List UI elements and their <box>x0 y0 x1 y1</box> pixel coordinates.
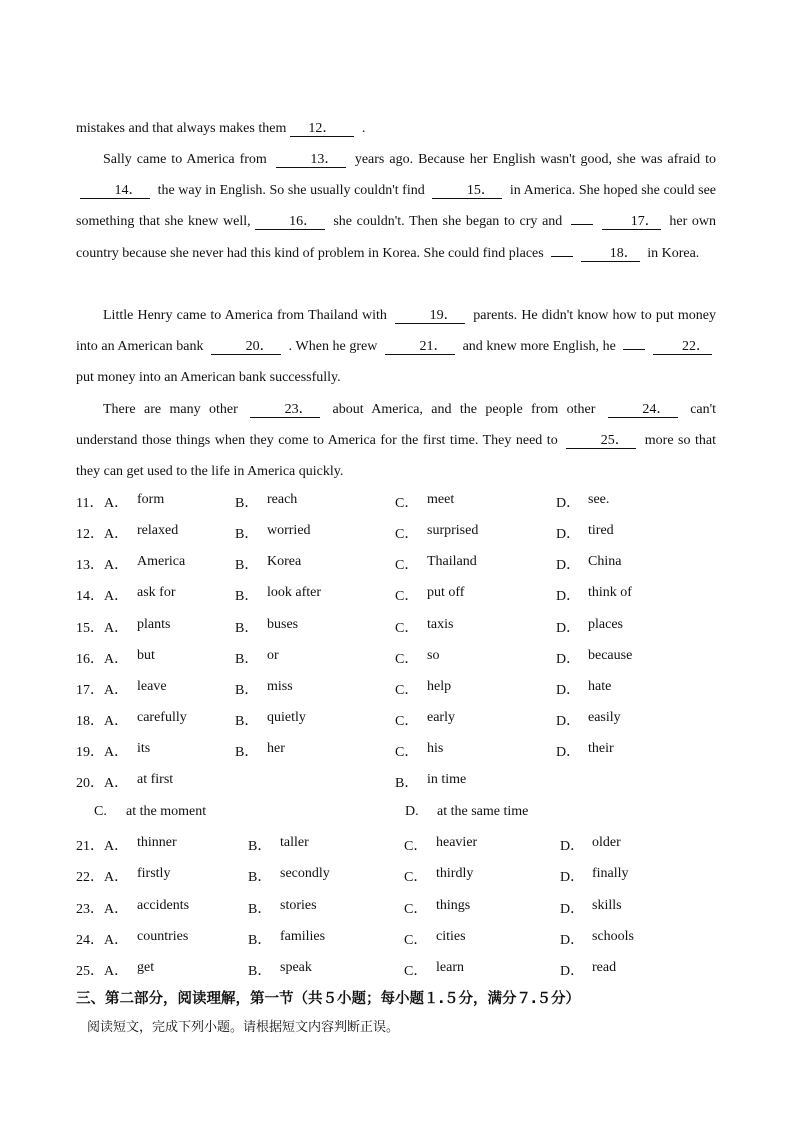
option-letter: C． <box>395 714 419 729</box>
option-c[interactable]: put off <box>427 585 465 600</box>
option-b[interactable]: her <box>267 741 285 756</box>
blank-21[interactable]: 21． <box>385 340 455 355</box>
option-c[interactable]: taxis <box>427 617 454 632</box>
option-letter: A． <box>104 839 129 854</box>
passage-text: . When he grew <box>288 339 378 355</box>
question-number: 22． <box>76 870 104 885</box>
option-d[interactable]: finally <box>592 866 629 881</box>
option-d[interactable]: easily <box>588 710 621 725</box>
question-number: 23． <box>76 902 104 917</box>
passage-text: mistakes and that always makes them <box>76 121 287 136</box>
blank-22[interactable]: 22． <box>653 340 712 355</box>
option-b[interactable]: secondly <box>280 866 330 881</box>
passage-text: and knew more English, he <box>462 339 616 355</box>
option-c[interactable]: Thailand <box>427 554 477 569</box>
question-row <box>76 492 736 516</box>
option-letter: D． <box>556 714 581 729</box>
option-letter: B． <box>235 589 259 604</box>
option-letter: D． <box>560 964 585 979</box>
option-a[interactable]: relaxed <box>137 523 179 538</box>
question-row <box>76 523 736 547</box>
option-letter: B． <box>235 745 259 760</box>
option-b[interactable]: reach <box>267 492 298 507</box>
option-letter: D． <box>556 621 581 636</box>
option-letter: A． <box>104 714 129 729</box>
question-row <box>76 866 736 890</box>
option-letter: D． <box>556 652 581 667</box>
option-letter: B． <box>235 621 259 636</box>
question-row <box>76 741 736 765</box>
passage-text: . <box>361 121 366 136</box>
question-row <box>76 617 736 641</box>
passage-text: her own country because she never had this kind of problem in Korea. She could find places <box>76 214 717 261</box>
option-letter: C． <box>395 527 419 542</box>
option-d[interactable]: schools <box>592 929 634 944</box>
passage-paragraph-3 <box>76 300 716 394</box>
option-d[interactable]: think of <box>588 585 632 600</box>
option-letter: D． <box>556 527 581 542</box>
question-number: 17． <box>76 683 104 698</box>
blank-25[interactable]: 25． <box>566 434 636 449</box>
option-b[interactable]: stories <box>280 898 317 913</box>
passage-text: Little Henry came to America from Thailand with <box>103 308 387 323</box>
question-row <box>76 898 736 922</box>
option-b[interactable]: speak <box>280 960 312 975</box>
option-d[interactable]: places <box>588 617 623 632</box>
option-letter: C． <box>395 496 419 511</box>
option-c[interactable]: learn <box>436 960 464 975</box>
option-d[interactable]: see. <box>588 492 610 507</box>
question-number: 21． <box>76 839 104 854</box>
option-d[interactable]: because <box>588 648 633 663</box>
passage-text: can't understand those things when they come to America for the first time. They need to <box>76 402 717 449</box>
option-d[interactable]: tired <box>588 523 614 538</box>
option-c[interactable]: thirdly <box>436 866 474 881</box>
option-c[interactable]: help <box>427 679 452 694</box>
option-letter: C． <box>404 933 428 948</box>
option-letter: D． <box>560 839 585 854</box>
passage-text: in Korea. <box>647 245 700 261</box>
option-d[interactable]: at the same time <box>437 804 529 819</box>
option-letter: D. <box>405 804 419 819</box>
option-b[interactable]: miss <box>267 679 293 694</box>
blank-23[interactable]: 23． <box>250 403 320 418</box>
option-b[interactable]: buses <box>267 617 299 632</box>
option-letter: B． <box>248 964 272 979</box>
question-row <box>76 710 736 734</box>
option-letter: D． <box>556 745 581 760</box>
option-a[interactable]: America <box>137 554 186 569</box>
passage-paragraph-1 <box>76 113 716 144</box>
question-row <box>76 554 736 578</box>
question-row <box>76 835 736 859</box>
option-letter: B． <box>248 870 272 885</box>
option-d[interactable]: read <box>592 960 617 975</box>
question-number: 12． <box>76 527 104 542</box>
question-row <box>76 960 736 984</box>
option-c[interactable]: heavier <box>436 835 478 850</box>
option-b[interactable]: taller <box>280 835 309 850</box>
blank-22-lead <box>623 349 645 350</box>
option-a[interactable]: carefully <box>137 710 187 725</box>
option-d[interactable]: hate <box>588 679 612 694</box>
option-letter: C． <box>395 589 419 604</box>
option-b[interactable]: quietly <box>267 710 306 725</box>
option-letter: A． <box>104 496 129 511</box>
blank-24[interactable]: 24． <box>608 403 678 418</box>
option-d[interactable]: their <box>588 741 614 756</box>
option-d[interactable]: older <box>592 835 621 850</box>
question-number: 14． <box>76 589 104 604</box>
passage-paragraph-4 <box>76 394 716 488</box>
question-row <box>76 772 736 796</box>
blank-18-lead <box>551 256 573 257</box>
option-b[interactable]: look after <box>267 585 322 600</box>
section-instruction: 阅读短文，完成下列小题。请根据短文内容判断正误。 <box>87 1020 400 1035</box>
option-letter: A． <box>104 558 129 573</box>
blank-17[interactable]: 17． <box>602 215 661 230</box>
blank-19[interactable]: 19． <box>395 309 465 324</box>
option-c[interactable]: things <box>436 898 471 913</box>
passage-text: in America. She hoped she could see something that she knew well, <box>76 183 717 230</box>
option-a[interactable]: get <box>137 960 155 975</box>
blank-20[interactable]: 20． <box>211 340 281 355</box>
question-number: 15． <box>76 621 104 636</box>
passage-text: about America, and the people from other <box>332 402 596 417</box>
passage-text: parents. He didn't know how to put money into an American bank <box>76 308 717 355</box>
option-letter: D． <box>560 933 585 948</box>
option-letter: D． <box>560 902 585 917</box>
option-b[interactable]: families <box>280 929 326 944</box>
option-letter: C． <box>395 652 419 667</box>
question-number: 13． <box>76 558 104 573</box>
option-letter: D． <box>556 589 581 604</box>
section-heading: 三、第二部分，阅读理解，第一节（共５小题；每小题１.５分，满分７.５分） <box>76 991 581 1007</box>
question-row <box>76 929 736 953</box>
option-letter: A． <box>104 683 129 698</box>
question-row-continued <box>76 804 736 828</box>
option-letter: D． <box>560 870 585 885</box>
option-letter: D． <box>556 496 581 511</box>
option-letter: A． <box>104 621 129 636</box>
option-b[interactable]: Korea <box>267 554 302 569</box>
option-a[interactable]: plants <box>137 617 171 632</box>
option-letter: A． <box>104 527 129 542</box>
option-c[interactable]: cities <box>436 929 466 944</box>
question-number: 19． <box>76 745 104 760</box>
option-letter: B． <box>235 527 259 542</box>
option-a[interactable]: ask for <box>137 585 176 600</box>
question-number: 16． <box>76 652 104 667</box>
passage-text: she couldn't. Then she began to cry and <box>333 214 563 230</box>
option-letter: B． <box>235 496 259 511</box>
option-letter: B． <box>235 652 259 667</box>
option-a[interactable]: countries <box>137 929 189 944</box>
option-a[interactable]: firstly <box>137 866 171 881</box>
option-a[interactable]: at first <box>137 772 174 787</box>
option-letter: B． <box>235 683 259 698</box>
option-letter: C． <box>395 683 419 698</box>
option-letter: A． <box>104 776 129 791</box>
blank-16[interactable]: 16． <box>255 215 325 230</box>
option-letter: A． <box>104 902 129 917</box>
question-number: 20． <box>76 776 104 791</box>
option-letter: C． <box>404 964 428 979</box>
option-letter: B． <box>235 558 259 573</box>
option-letter: D． <box>556 558 581 573</box>
option-b[interactable]: in time <box>427 772 467 787</box>
passage-text: There are many other <box>103 402 238 417</box>
option-letter: C． <box>404 870 428 885</box>
question-number: 24． <box>76 933 104 948</box>
option-letter: A． <box>104 964 129 979</box>
option-letter: A． <box>104 870 129 885</box>
option-letter: B． <box>235 714 259 729</box>
option-c[interactable]: early <box>427 710 455 725</box>
question-number: 11． <box>76 496 104 511</box>
option-a[interactable]: accidents <box>137 898 190 913</box>
option-letter: C． <box>395 621 419 636</box>
option-letter: B． <box>248 902 272 917</box>
option-letter: A． <box>104 589 129 604</box>
option-b[interactable]: worried <box>267 523 311 538</box>
question-number: 18． <box>76 714 104 729</box>
blank-13[interactable]: 13． <box>276 153 346 168</box>
option-a[interactable]: its <box>137 741 151 756</box>
question-row <box>76 585 736 609</box>
blank-17-lead <box>571 224 593 225</box>
option-letter: A． <box>104 745 129 760</box>
option-b[interactable]: or <box>267 648 279 663</box>
option-c[interactable]: at the moment <box>126 804 207 819</box>
option-letter: A． <box>104 933 129 948</box>
passage-text: Sally came to America from <box>103 152 267 167</box>
passage-text: years ago. Because her English wasn't good, she was afraid to <box>354 152 716 167</box>
option-letter: D． <box>556 683 581 698</box>
blank-12[interactable]: 12． <box>290 122 354 137</box>
blank-15[interactable]: 15． <box>432 184 502 199</box>
option-letter: B． <box>248 839 272 854</box>
option-d[interactable]: China <box>588 554 622 569</box>
option-c[interactable]: so <box>427 648 440 663</box>
option-letter: B． <box>248 933 272 948</box>
passage-paragraph-2 <box>76 144 716 269</box>
blank-14[interactable]: 14． <box>80 184 150 199</box>
question-row <box>76 648 736 672</box>
option-d[interactable]: skills <box>592 898 622 913</box>
option-letter: A． <box>104 652 129 667</box>
option-c[interactable]: surprised <box>427 523 479 538</box>
option-letter: C． <box>404 839 428 854</box>
option-c[interactable]: meet <box>427 492 455 507</box>
option-a[interactable]: leave <box>137 679 167 694</box>
passage-text: put money into an American bank successfully. <box>76 370 341 386</box>
option-letter: C． <box>404 902 428 917</box>
passage-text: the way in English. So she usually couldn't find <box>157 183 425 199</box>
option-letter: C. <box>94 804 107 819</box>
option-a[interactable]: thinner <box>137 835 177 850</box>
option-letter: C． <box>395 745 419 760</box>
question-row <box>76 679 736 703</box>
blank-18[interactable]: 18． <box>581 247 640 262</box>
question-number: 25． <box>76 964 104 979</box>
option-letter: C． <box>395 558 419 573</box>
option-a[interactable]: form <box>137 492 165 507</box>
option-c[interactable]: his <box>427 741 444 756</box>
passage-text: more so that they can get used to the life in America quickly. <box>76 433 717 480</box>
option-letter: B． <box>395 776 419 791</box>
option-a[interactable]: but <box>137 648 155 663</box>
